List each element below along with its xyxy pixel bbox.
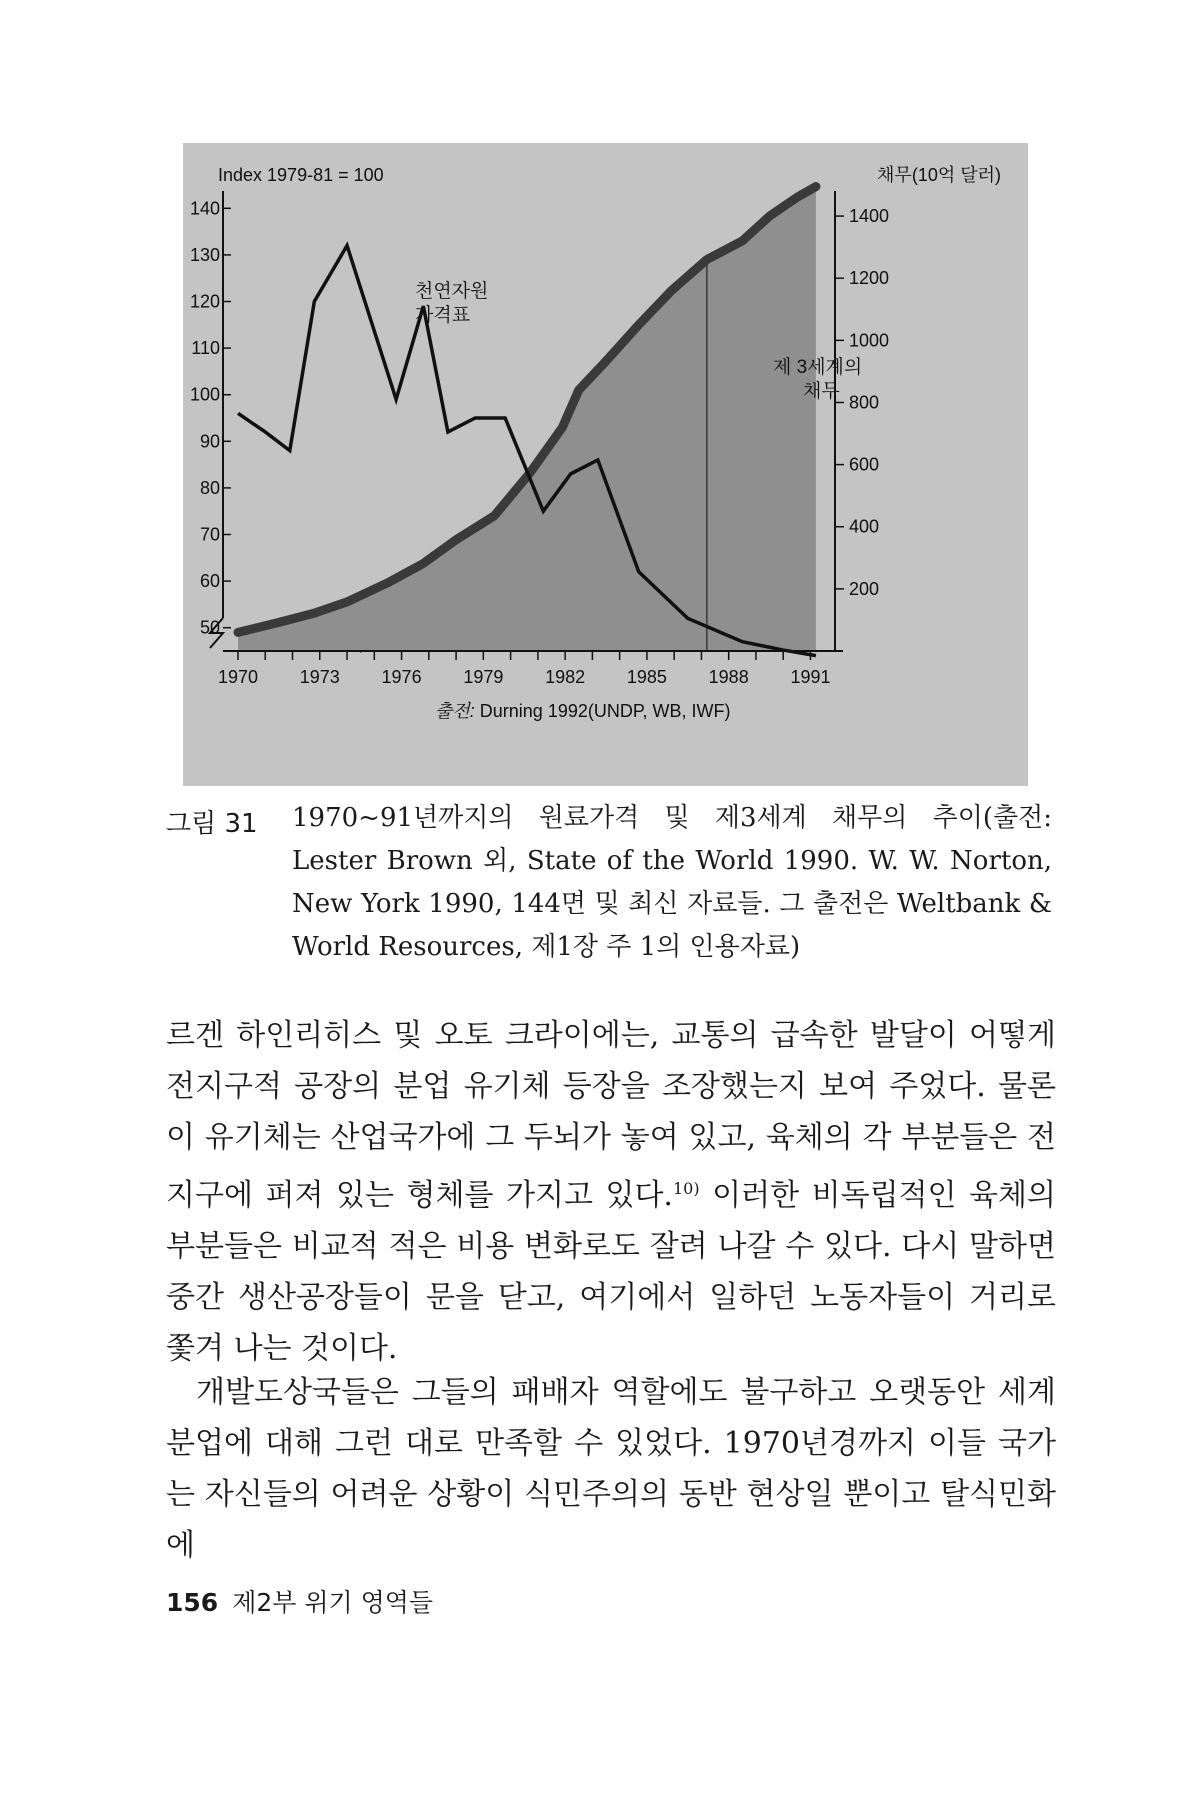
left-tick-label-50: 50 [199, 617, 220, 638]
left-tick-label-100: 100 [189, 384, 220, 405]
source-text: Durning 1992(UNDP, WB, IWF) [474, 701, 731, 721]
debt-label-2: 채무 [803, 381, 840, 402]
left-tick-label-140: 140 [189, 198, 220, 219]
left-tick-label-70: 70 [199, 524, 220, 545]
figure-caption: 1970~91년까지의 원료가격 및 제3세계 채무의 추이(출전: Lester Brown 외, State of the World 1990. W. W. Norton, New York 1990, 144면 및 최신 자료들. 그 출전은 Weltbank & World Resources, 제1장 주 1의 인용자료) [292, 803, 1052, 962]
body-paragraph-1 [166, 1010, 1056, 1374]
left-axis-label: Index 1979-81 = 100 [218, 165, 384, 185]
left-tick-label-120: 120 [189, 291, 220, 312]
x-tick-label-1982: 1982 [545, 667, 586, 687]
right-tick-label-1400: 1400 [849, 206, 890, 227]
left-tick-label-130: 130 [189, 244, 220, 265]
figure-number: 그림 31 [166, 809, 258, 839]
chart-svg [183, 143, 1028, 786]
debt-label-1: 제 3세계의 [773, 357, 863, 378]
x-tick-label-1991: 1991 [790, 667, 831, 687]
page-footer [166, 1583, 433, 1619]
right-tick-label-800: 800 [849, 392, 880, 413]
resource-price-label-1: 천연자원 [415, 281, 489, 302]
section-title: 제2부 위기 영역들 [232, 1588, 434, 1617]
right-tick-label-1200: 1200 [849, 268, 890, 289]
left-tick-label-80: 80 [199, 477, 220, 498]
chart-figure [183, 143, 1028, 786]
debt-area [238, 187, 816, 651]
footnote-ref: 10) [672, 1179, 700, 1198]
x-tick-label-1973: 1973 [299, 667, 340, 687]
body-paragraph-2: 개발도상국들은 그들의 패배자 역할에도 불구하고 오랫동안 세계 분업에 대해 그런 대로 만족할 수 있었다. 1970년경까지 이들 국가는 자신들의 어려운 상황이 식민주의의 동반 현상일 뿐이고 탈식민화에 [166, 1375, 1056, 1563]
para1-part-a: 르겐 하인리히스 및 오토 크라이에는, 교통의 급속한 발달이 어떻게 전지구적 공장의 분업 유기체 등장을 조장했는지 보여 주었다. 물론 이 유기체는 산업국가에 그 두뇌가 놓여 있고, 육체의 각 부분들은 전 지구에 퍼져 있는 형체를 가지고 있다. [166, 1018, 1056, 1213]
x-tick-label-1976: 1976 [381, 667, 422, 687]
left-tick-label-110: 110 [191, 338, 220, 359]
right-axis-label: 채무(10억 달러) [877, 165, 1001, 185]
source-prefix: 출전: [435, 701, 475, 721]
x-tick-label-1988: 1988 [708, 667, 749, 687]
para1-part-b: 이러한 비독립적인 육체의 부분들은 비교적 적은 비용 변화로도 잘려 나갈 수 있다. 다시 말하면 중간 생산공장들이 문을 닫고, 여기에서 일하던 노동자들이 거리로 쫓겨 나는 것이다. [166, 1178, 1056, 1366]
left-tick-label-60: 60 [199, 571, 220, 592]
source-note [435, 701, 731, 721]
page-number: 156 [166, 1588, 219, 1617]
right-tick-label-400: 400 [849, 516, 880, 537]
x-tick-label-1985: 1985 [626, 667, 667, 687]
left-tick-label-90: 90 [199, 431, 220, 452]
x-tick-label-1970: 1970 [217, 667, 259, 687]
right-tick-label-200: 200 [849, 578, 880, 599]
right-tick-label-1000: 1000 [849, 330, 890, 351]
x-tick-label-1979: 1979 [463, 667, 504, 687]
right-tick-label-600: 600 [849, 454, 880, 475]
resource-price-label-2: 가격표 [415, 305, 471, 326]
